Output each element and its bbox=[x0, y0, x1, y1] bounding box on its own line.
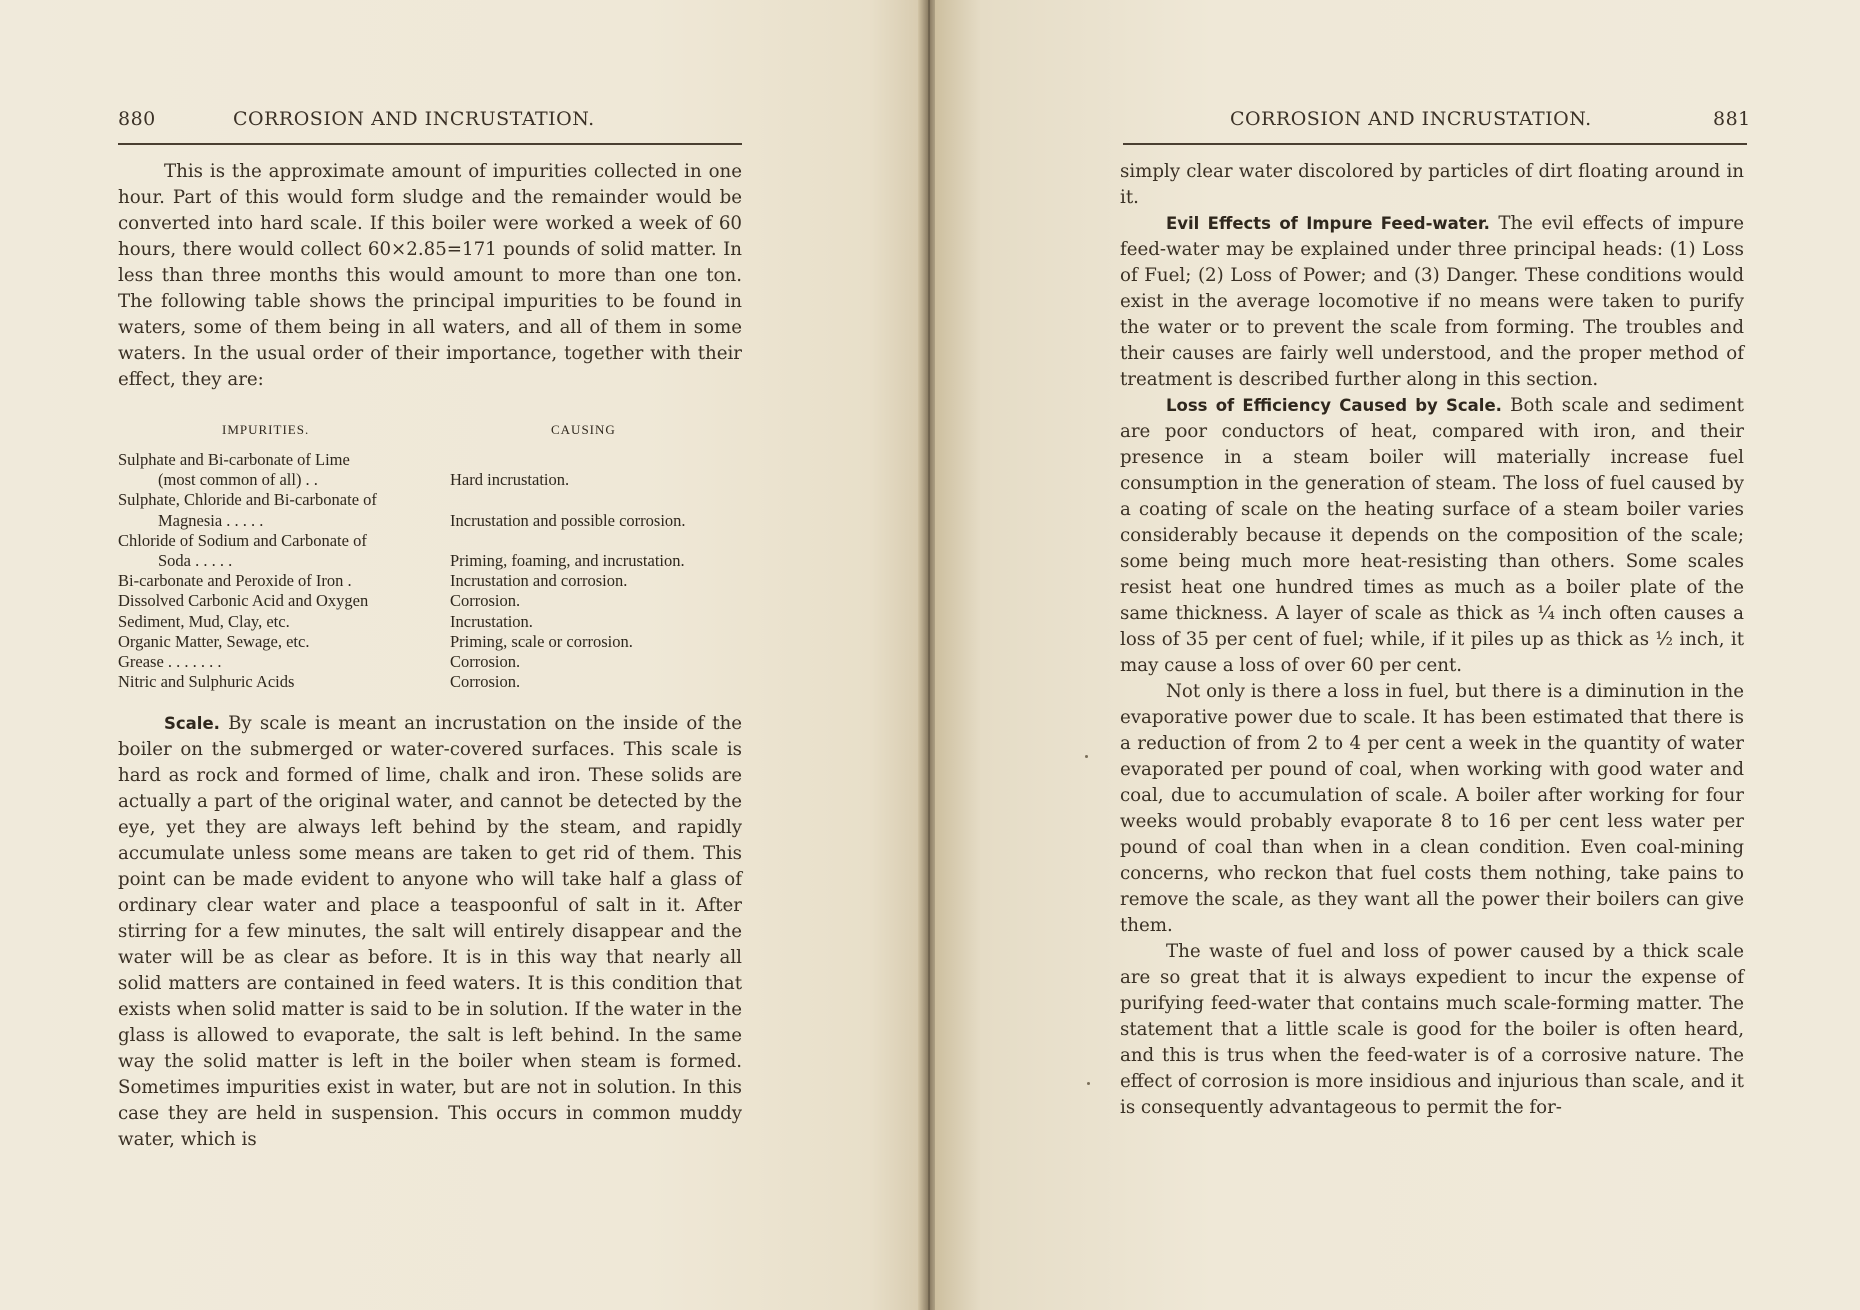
intro-paragraph: This is the approximate amount of impurities collected in one hour. Part of this would form sludge and the remainder would be converted into hard scale. If this boiler were worked a week of 60 hours, there would collect 60×2.85=171 pounds of solid matter. In less than three months this would amount to more than one ton. The following table shows the principal impurities to be found in waters, some of them being in all waters, and all of them in some waters. In the usual order of their importance, together with their effect, they are: bbox=[118, 161, 742, 390]
table-row bbox=[118, 632, 758, 652]
right-head-rule bbox=[1123, 143, 1747, 145]
impurity-name: Grease . . . . . . . bbox=[118, 652, 222, 672]
table-row bbox=[118, 612, 758, 632]
fuel-waste-paragraph: The waste of fuel and loss of power caused by a thick scale are so great that it is always expedient to incur the expense of purifying feed-water that contains much scale-forming matter. The statement that a little scale is good for the boiler is often heard, and this is trus when the feed-water is of a corrosive nature. The effect of corrosion is more insidious and injurious than scale, and it is consequently advantageous to permit the for- bbox=[1120, 941, 1744, 1118]
evil-effects-text: The evil effects of impure feed-water may be explained under three principal heads: (1) Loss of Fuel; (2) Loss of Power; and (3) Danger. These conditions would exist in the average locomotive if no means were taken to purify the water or to prevent the scale from forming. The troubles and their causes are fairly well understood, and the proper method of treatment is described further along in this section. bbox=[1120, 213, 1744, 390]
evaporative-power-paragraph: Not only is there a loss in fuel, but there is a diminution in the evaporative power due to scale. It has been estimated that there is a reduction of from 2 to 4 per cent a week in the quantity of water evaporated per pound of coal, when working with good water and coal, due to accumulation of scale. A boiler after working for four weeks would probably evaporate 8 to 16 per cent less water per pound of coal than when in a clean condition. Even coal-mining concerns, who reckon that fuel costs them nothing, take pains to remove the scale, as they want all the power their boilers can give them. bbox=[1120, 681, 1744, 936]
impurity-name-cont: Soda . . . . . bbox=[158, 551, 233, 571]
scale-text: By scale is meant an incrustation on the inside of the boiler on the submerged or water-covered surfaces. This scale is hard as rock and formed of lime, chalk and iron. These solids are actually a part of the original water, and cannot be detected by the eye, yet they are always left behind by the steam, and rapidly accumulate unless some means are taken to get rid of them. This point can be made evident to anyone who will take half a glass of ordinary clear water and place a teaspoonful of salt in it. After stirring for a few minutes, the salt will entirely disappear and the water will be as clear as before. It is in this way that nearly all solid matters are contained in feed waters. It is this condition that exists when solid matter is said to be in solution. If the water in the glass is allowed to evaporate, the salt is left behind. In the same way the solid matter is left in the boiler when steam is formed. Sometimes impurities exist in water, but are not in solution. In this case they are held in suspension. This occurs in common muddy water, which is bbox=[118, 713, 742, 1150]
impurity-cause: Priming, foaming, and incrustation. bbox=[450, 551, 685, 571]
right-text-block bbox=[1120, 159, 1744, 1121]
table-header bbox=[118, 418, 758, 450]
evil-effects-paragraph bbox=[1120, 211, 1744, 393]
right-running-head: CORROSION AND INCRUSTATION. bbox=[1230, 108, 1592, 130]
impurity-cause: Priming, scale or corrosion. bbox=[450, 631, 633, 651]
impurity-name-cont: Magnesia . . . . . bbox=[158, 510, 264, 530]
continuation-paragraph: simply clear water discolored by particles of dirt floating around in it. bbox=[1120, 161, 1744, 208]
loss-efficiency-text: Both scale and sediment are poor conductors of heat, compared with iron, and their presence in a steam boiler will materially increase fuel consumption in the generation of steam. The loss of fuel caused by a coating of scale on the heating surface of a steam boiler varies considerably because it depends on the composition of the scale; some being much more heat-resisting than others. Some scales resist heat one hundred times as much as a boiler plate of the same thickness. A layer of scale as thick as ¼ inch often causes a loss of 35 per cent of fuel; while, if it piles up as thick as ½ inch, it may cause a loss of over 60 per cent. bbox=[1120, 395, 1744, 676]
paper-speck bbox=[1087, 1082, 1090, 1085]
scale-section bbox=[118, 711, 742, 1153]
impurity-name: Organic Matter, Sewage, etc. bbox=[118, 631, 310, 651]
left-page-number: 880 bbox=[118, 108, 156, 130]
scale-heading: Scale. bbox=[164, 714, 220, 733]
evil-effects-heading: Evil Effects of Impure Feed-water. bbox=[1166, 214, 1490, 233]
col-causing-header: CAUSING bbox=[551, 422, 616, 437]
impurity-cause: Corrosion. bbox=[450, 672, 521, 692]
table-row bbox=[118, 531, 758, 571]
loss-efficiency-heading: Loss of Efficiency Caused by Scale. bbox=[1166, 396, 1502, 415]
impurity-name: Sediment, Mud, Clay, etc. bbox=[118, 611, 290, 631]
left-intro-block bbox=[118, 159, 742, 393]
impurity-name: Chloride of Sodium and Carbonate of bbox=[118, 530, 367, 550]
impurity-cause: Incrustation and corrosion. bbox=[450, 571, 628, 591]
impurity-name: Dissolved Carbonic Acid and Oxygen bbox=[118, 591, 369, 611]
impurity-name: Nitric and Sulphuric Acids bbox=[118, 672, 295, 692]
table-row bbox=[118, 672, 758, 692]
table-row bbox=[118, 571, 758, 591]
impurity-cause: Corrosion. bbox=[450, 652, 521, 672]
right-page bbox=[935, 0, 1860, 1310]
impurity-cause: Incrustation. bbox=[450, 611, 533, 631]
impurity-name: Sulphate, Chloride and Bi-carbonate of bbox=[118, 490, 377, 510]
col-impurities-header: IMPURITIES. bbox=[222, 422, 310, 437]
impurity-cause: Incrustation and possible corrosion. bbox=[450, 510, 686, 530]
table-row bbox=[118, 490, 758, 530]
scale-paragraph bbox=[118, 711, 742, 1153]
impurity-name: Bi-carbonate and Peroxide of Iron . bbox=[118, 571, 352, 591]
table-row bbox=[118, 591, 758, 611]
right-page-number: 881 bbox=[1713, 108, 1751, 130]
impurities-table bbox=[118, 418, 758, 692]
impurity-name-cont: (most common of all) . . bbox=[158, 470, 318, 490]
impurity-cause: Corrosion. bbox=[450, 591, 521, 611]
impurity-name: Sulphate and Bi-carbonate of Lime bbox=[118, 450, 350, 469]
table-row bbox=[118, 652, 758, 672]
left-page bbox=[0, 0, 925, 1310]
impurity-cause: Hard incrustation. bbox=[450, 470, 570, 490]
loss-efficiency-paragraph bbox=[1120, 393, 1744, 679]
table-row bbox=[118, 450, 758, 490]
paper-speck bbox=[1085, 755, 1088, 758]
left-head-rule bbox=[118, 143, 742, 145]
left-running-head: CORROSION AND INCRUSTATION. bbox=[233, 108, 595, 130]
